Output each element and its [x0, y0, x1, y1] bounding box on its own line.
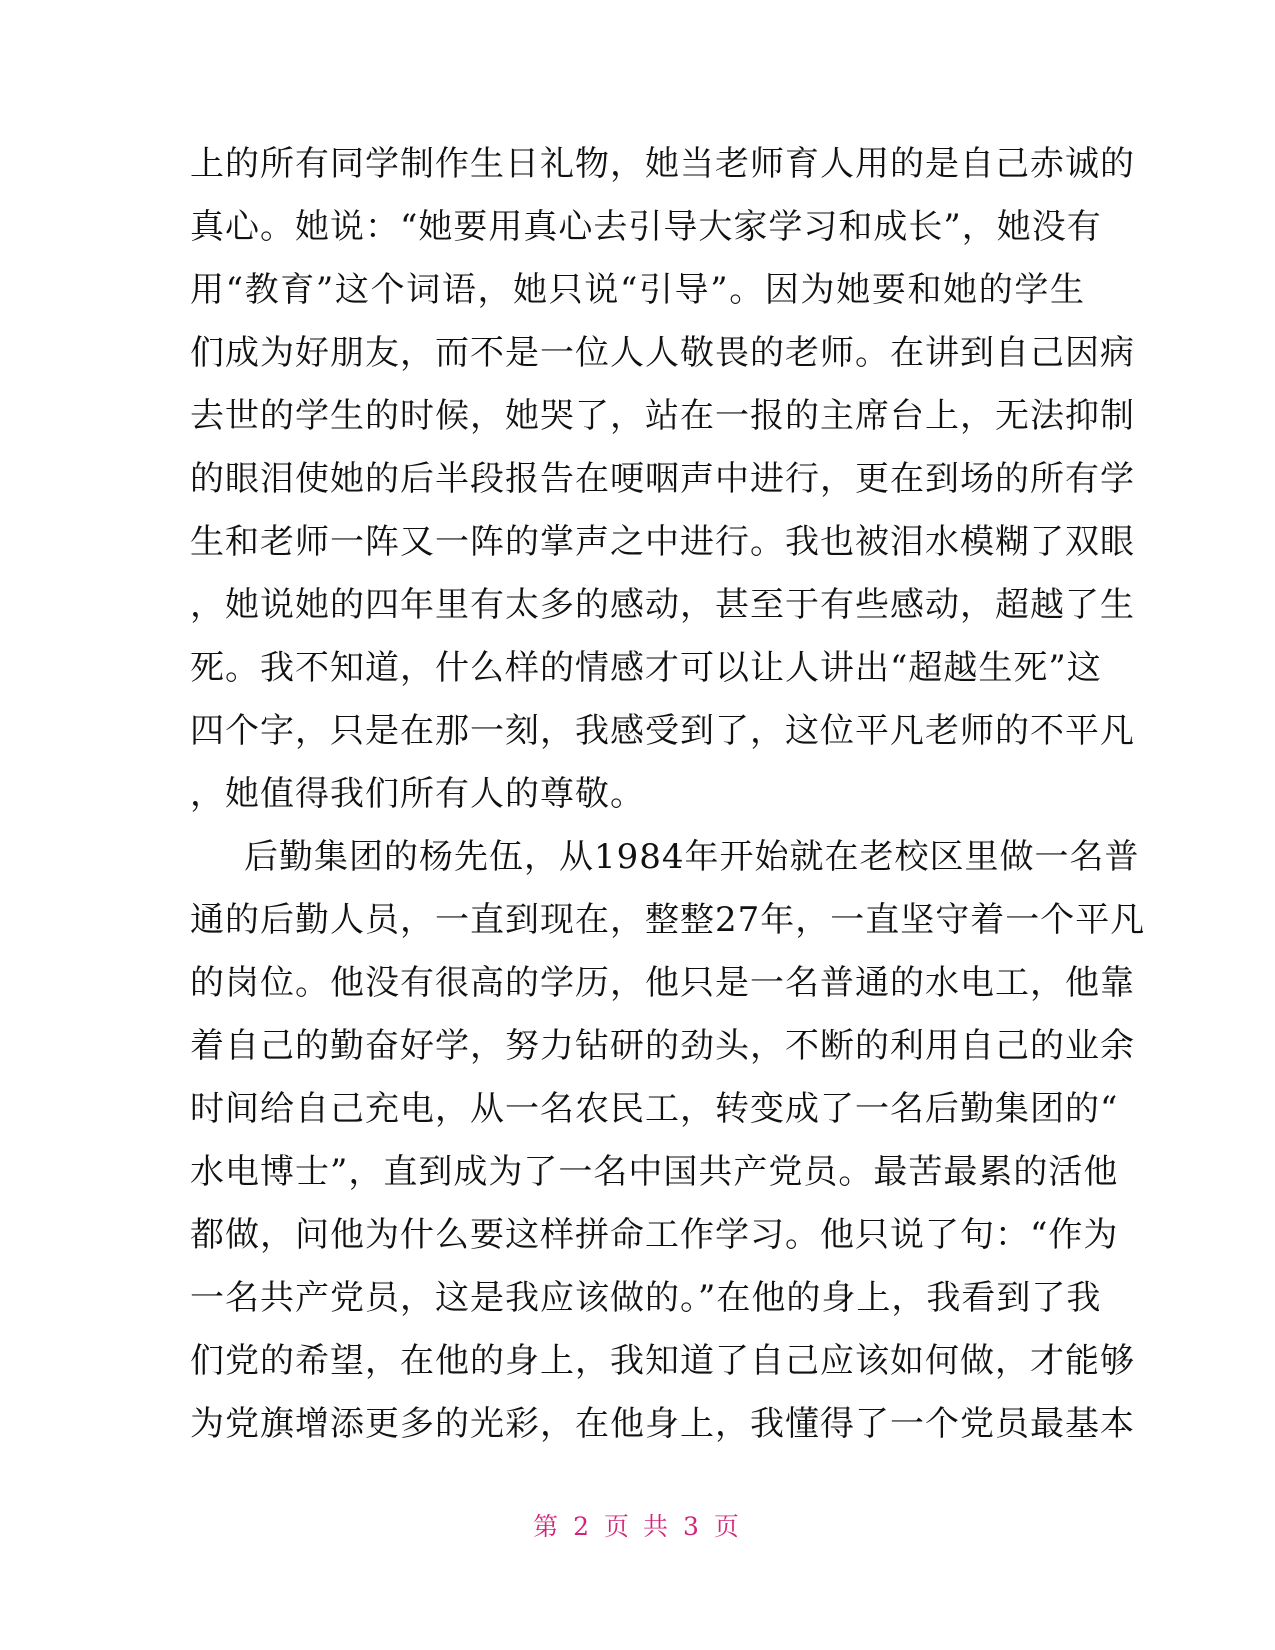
page-number-footer [0, 1512, 1275, 1542]
paragraph-line: 的岗位。他没有很高的学历，他只是一名普通的水电工，他靠 [190, 963, 1135, 1003]
footer-current-page: 2 [573, 1512, 593, 1541]
paragraph-line: 用“教育”这个词语，她只说“引导”。因为她要和她的学生 [190, 270, 1085, 310]
paragraph-line: 去世的学生的时候，她哭了，站在一报的主席台上，无法抑制 [190, 396, 1135, 436]
paragraph-line: 为党旗增添更多的光彩，在他身上，我懂得了一个党员最基本 [190, 1404, 1135, 1444]
footer-prefix: 第 [533, 1512, 562, 1541]
paragraph-line: 们成为好朋友，而不是一位人人敬畏的老师。在讲到自己因病 [190, 333, 1135, 373]
footer-suffix: 页 [713, 1512, 742, 1541]
paragraph-line: 水电博士”，直到成为了一名中国共产党员。最苦最累的活他 [190, 1152, 1119, 1192]
paragraph-line: 都做，问他为什么要这样拼命工作学习。他只说了句：“作为 [190, 1215, 1119, 1255]
footer-total-pages: 3 [682, 1512, 702, 1541]
paragraph-line: 的眼泪使她的后半段报告在哽咽声中进行，更在到场的所有学 [190, 459, 1135, 499]
paragraph-line: 四个字，只是在那一刻，我感受到了，这位平凡老师的不平凡 [190, 711, 1135, 751]
paragraph-line: 上的所有同学制作生日礼物，她当老师育人用的是自己赤诚的 [190, 144, 1135, 184]
paragraph-line: 们党的希望，在他的身上，我知道了自己应该如何做，才能够 [190, 1341, 1135, 1381]
paragraph-line: 真心。她说：“她要用真心去引导大家学习和成长”，她没有 [190, 207, 1102, 247]
paragraph-line: 死。我不知道，什么样的情感才可以让人讲出“超越生死”这 [190, 648, 1102, 688]
paragraph-line: 着自己的勤奋好学，努力钻研的劲头，不断的利用自己的业余 [190, 1026, 1135, 1066]
paragraph-line: ，她值得我们所有人的尊敬。 [190, 774, 645, 814]
paragraph-line: 一名共产党员，这是我应该做的。”在他的身上，我看到了我 [190, 1278, 1102, 1318]
paragraph-line: 通的后勤人员，一直到现在，整整27年，一直坚守着一个平凡 [190, 900, 1146, 940]
paragraph-line: ，她说她的四年里有太多的感动，甚至于有些感动，超越了生 [190, 585, 1135, 625]
footer-middle: 页 共 [604, 1512, 671, 1541]
paragraph-line: 后勤集团的杨先伍，从1984年开始就在老校区里做一名普 [244, 837, 1140, 877]
paragraph-line: 时间给自己充电，从一名农民工，转变成了一名后勤集团的“ [190, 1089, 1119, 1129]
paragraph-line: 生和老师一阵又一阵的掌声之中进行。我也被泪水模糊了双眼 [190, 522, 1135, 562]
